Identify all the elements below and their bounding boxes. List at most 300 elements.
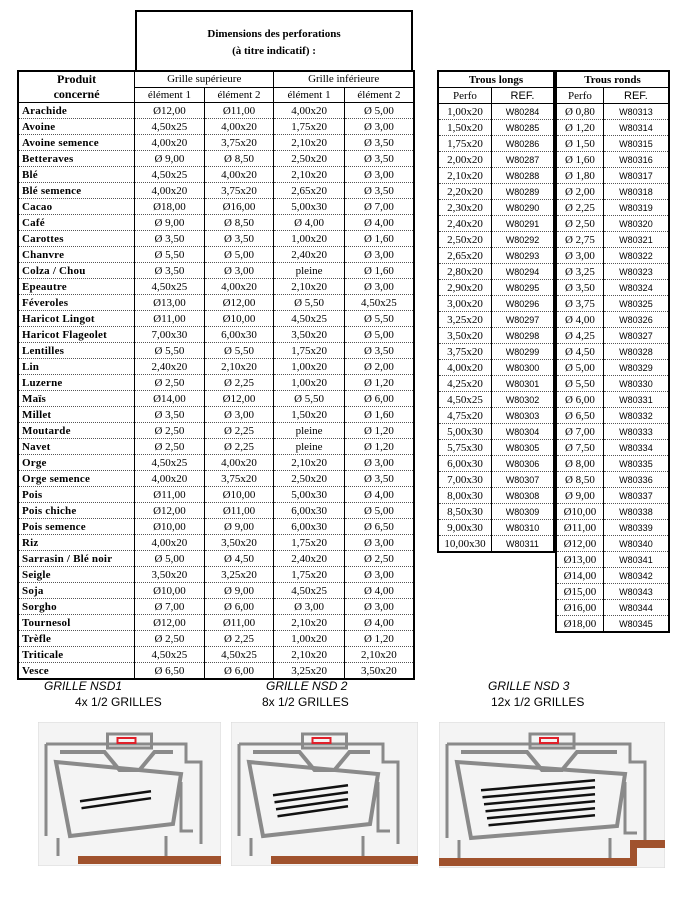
product-cell: Ø 4,00: [344, 615, 414, 631]
product-cell: 3,25x20: [204, 567, 274, 583]
long-hole-cell: W80306: [491, 456, 554, 472]
round-hole-row: [556, 536, 669, 552]
product-cell: Ø 6,00: [344, 391, 414, 407]
product-row: [18, 167, 414, 183]
round-hole-row: [556, 376, 669, 392]
round-hole-row: [556, 200, 669, 216]
product-cell: 6,00x30: [274, 503, 345, 519]
long-hole-row: [438, 264, 554, 280]
round-hole-cell: Ø 7,50: [556, 440, 603, 456]
long-hole-cell: W80308: [491, 488, 554, 504]
long-hole-row: [438, 104, 554, 120]
product-cell: Seigle: [18, 567, 135, 583]
product-cell: 2,50x20: [274, 471, 345, 487]
round-hole-cell: Ø 2,50: [556, 216, 603, 232]
round-hole-row: [556, 456, 669, 472]
product-cell: Ø 2,50: [344, 551, 414, 567]
round-hole-row: [556, 568, 669, 584]
floor: [78, 856, 221, 864]
long-holes-table-body: [438, 104, 554, 553]
round-hole-row: [556, 408, 669, 424]
product-cell: Ø11,00: [135, 311, 205, 327]
grille-nsd1-title: GRILLE NSD1: [44, 679, 123, 693]
product-cell: Ø 3,00: [344, 567, 414, 583]
product-cell: 3,75x20: [204, 471, 274, 487]
round-holes-table: [555, 70, 670, 633]
product-cell: 2,10x20: [204, 359, 274, 375]
product-cell: Cacao: [18, 199, 135, 215]
product-row: [18, 183, 414, 199]
product-cell: 4,00x20: [135, 135, 205, 151]
long-hole-cell: 2,90x20: [438, 280, 491, 296]
long-hole-cell: W80300: [491, 360, 554, 376]
product-cell: Soja: [18, 583, 135, 599]
product-cell: Ø 3,00: [344, 599, 414, 615]
product-row: [18, 567, 414, 583]
round-hole-row: [556, 136, 669, 152]
product-row: [18, 375, 414, 391]
product-cell: 2,10x20: [274, 647, 345, 663]
product-cell: Ø 5,50: [344, 311, 414, 327]
product-cell: 1,75x20: [274, 535, 345, 551]
round-hole-cell: W80329: [603, 360, 669, 376]
long-hole-cell: 3,00x20: [438, 296, 491, 312]
product-cell: 1,00x20: [274, 359, 345, 375]
product-cell: Orge semence: [18, 471, 135, 487]
round-hole-cell: W80344: [603, 600, 669, 616]
product-cell: Ø 5,00: [344, 327, 414, 343]
product-cell: Ø 8,50: [204, 151, 274, 167]
long-hole-cell: 2,00x20: [438, 152, 491, 168]
product-cell: Ø 6,00: [204, 599, 274, 615]
round-hole-cell: W80321: [603, 232, 669, 248]
product-cell: Ø 1,20: [344, 631, 414, 647]
product-cell: Betteraves: [18, 151, 135, 167]
product-cell: Ø 1,60: [344, 407, 414, 423]
product-cell: 4,00x20: [274, 103, 345, 119]
long-holes-header: Trous longs: [438, 71, 554, 88]
product-cell: 4,50x25: [135, 455, 205, 471]
grille-nsd2-title: GRILLE NSD 2: [266, 679, 348, 693]
round-sub-header-perfo: Perfo: [556, 88, 603, 104]
product-cell: 2,40x20: [274, 551, 345, 567]
long-hole-cell: 2,65x20: [438, 248, 491, 264]
product-cell: Ø 6,00: [204, 663, 274, 680]
round-hole-cell: W80336: [603, 472, 669, 488]
round-hole-cell: Ø18,00: [556, 616, 603, 633]
long-hole-row: [438, 360, 554, 376]
long-hole-row: [438, 280, 554, 296]
product-row: [18, 231, 414, 247]
round-hole-row: [556, 168, 669, 184]
product-cell: 5,00x30: [274, 487, 345, 503]
round-hole-row: [556, 424, 669, 440]
round-hole-cell: Ø 1,60: [556, 152, 603, 168]
round-hole-cell: W80334: [603, 440, 669, 456]
long-hole-row: [438, 456, 554, 472]
round-hole-row: [556, 472, 669, 488]
round-hole-row: [556, 552, 669, 568]
long-hole-row: [438, 232, 554, 248]
product-cell: Ø 2,25: [204, 631, 274, 647]
long-hole-row: [438, 424, 554, 440]
round-hole-row: [556, 360, 669, 376]
product-cell: 1,75x20: [274, 343, 345, 359]
product-cell: Ø 3,00: [274, 599, 345, 615]
product-cell: Ø 3,00: [344, 167, 414, 183]
long-hole-cell: 4,50x25: [438, 392, 491, 408]
product-row: [18, 471, 414, 487]
product-cell: 4,00x20: [135, 183, 205, 199]
round-hole-row: [556, 312, 669, 328]
long-hole-cell: W80305: [491, 440, 554, 456]
product-cell: 2,65x20: [274, 183, 345, 199]
product-cell: Lin: [18, 359, 135, 375]
product-cell: Ø 3,00: [344, 279, 414, 295]
long-hole-row: [438, 168, 554, 184]
product-cell: Ø11,00: [204, 103, 274, 119]
round-hole-row: [556, 488, 669, 504]
product-cell: 5,00x30: [274, 199, 345, 215]
product-cell: 1,00x20: [274, 375, 345, 391]
product-cell: 2,10x20: [274, 615, 345, 631]
product-cell: 2,50x20: [274, 151, 345, 167]
product-cell: 2,10x20: [274, 167, 345, 183]
product-cell: 1,00x20: [274, 631, 345, 647]
product-cell: Ø 4,00: [344, 583, 414, 599]
product-cell: Ø 4,00: [274, 215, 345, 231]
product-cell: Ø 2,50: [135, 631, 205, 647]
product-cell: Ø12,00: [135, 615, 205, 631]
sub-header: élément 2: [204, 87, 274, 103]
round-hole-row: [556, 216, 669, 232]
long-hole-cell: 2,40x20: [438, 216, 491, 232]
round-hole-cell: W80325: [603, 296, 669, 312]
round-hole-row: [556, 440, 669, 456]
long-hole-cell: 5,00x30: [438, 424, 491, 440]
product-cell: Ø 5,50: [135, 247, 205, 263]
long-hole-cell: 6,00x30: [438, 456, 491, 472]
product-cell: 4,50x25: [344, 295, 414, 311]
round-hole-cell: W80318: [603, 184, 669, 200]
product-cell: Ø14,00: [135, 391, 205, 407]
product-cell: 6,00x30: [204, 327, 274, 343]
long-hole-row: [438, 536, 554, 553]
perforation-table-body: [18, 103, 414, 680]
round-hole-cell: Ø 4,00: [556, 312, 603, 328]
product-cell: Ø 4,00: [344, 215, 414, 231]
product-row: [18, 535, 414, 551]
round-hole-row: [556, 232, 669, 248]
product-row: [18, 119, 414, 135]
product-cell: Ø 5,50: [274, 295, 345, 311]
product-cell: Ø 2,25: [204, 375, 274, 391]
round-holes-table-body: [556, 104, 669, 633]
product-cell: Arachide: [18, 103, 135, 119]
product-cell: 4,00x20: [204, 167, 274, 183]
product-cell: Ø 1,20: [344, 375, 414, 391]
round-hole-cell: Ø13,00: [556, 552, 603, 568]
long-hole-row: [438, 248, 554, 264]
product-cell: Ø12,00: [204, 391, 274, 407]
product-cell: Ø 3,50: [344, 343, 414, 359]
long-hole-cell: W80293: [491, 248, 554, 264]
long-hole-cell: W80295: [491, 280, 554, 296]
product-row: [18, 551, 414, 567]
long-hole-cell: W80287: [491, 152, 554, 168]
product-cell: Pois chiche: [18, 503, 135, 519]
long-hole-cell: 2,10x20: [438, 168, 491, 184]
perforation-table: [17, 70, 415, 680]
product-cell: Luzerne: [18, 375, 135, 391]
long-hole-cell: W80301: [491, 376, 554, 392]
long-hole-row: [438, 120, 554, 136]
product-row: [18, 247, 414, 263]
round-hole-cell: W80328: [603, 344, 669, 360]
round-hole-row: [556, 248, 669, 264]
product-cell: 4,00x20: [204, 279, 274, 295]
product-cell: Ø 9,00: [135, 151, 205, 167]
product-cell: 2,10x20: [274, 135, 345, 151]
product-cell: Blé: [18, 167, 135, 183]
grille-nsd3-subtitle: 12x 1/2 GRILLES: [491, 695, 585, 709]
floor: [271, 856, 418, 864]
round-hole-row: [556, 504, 669, 520]
product-cell: Colza / Chou: [18, 263, 135, 279]
product-cell: 4,50x25: [135, 279, 205, 295]
round-hole-cell: W80315: [603, 136, 669, 152]
grille-nsd2-subtitle: 8x 1/2 GRILLES: [262, 695, 349, 709]
round-hole-cell: W80338: [603, 504, 669, 520]
product-cell: 4,50x25: [274, 583, 345, 599]
product-cell: 2,40x20: [135, 359, 205, 375]
product-cell: Ø 3,50: [135, 231, 205, 247]
round-hole-cell: Ø15,00: [556, 584, 603, 600]
product-cell: Ø 2,50: [135, 439, 205, 455]
long-hole-row: [438, 216, 554, 232]
round-hole-row: [556, 120, 669, 136]
long-hole-cell: W80302: [491, 392, 554, 408]
long-hole-cell: W80303: [491, 408, 554, 424]
product-header-line-1: Produit: [57, 72, 97, 86]
product-cell: Avoine semence: [18, 135, 135, 151]
product-cell: Ø 2,25: [204, 423, 274, 439]
long-hole-cell: 8,50x30: [438, 504, 491, 520]
product-row: [18, 631, 414, 647]
long-hole-row: [438, 440, 554, 456]
round-hole-row: [556, 584, 669, 600]
long-hole-cell: W80286: [491, 136, 554, 152]
round-hole-row: [556, 280, 669, 296]
product-row: [18, 295, 414, 311]
round-hole-cell: W80341: [603, 552, 669, 568]
long-hole-cell: W80290: [491, 200, 554, 216]
product-cell: Ø12,00: [204, 295, 274, 311]
product-cell: Ø16,00: [204, 199, 274, 215]
long-hole-cell: W80307: [491, 472, 554, 488]
long-hole-cell: 8,00x30: [438, 488, 491, 504]
product-cell: Ø 2,00: [344, 359, 414, 375]
product-cell: 3,75x20: [204, 135, 274, 151]
long-hole-cell: W80285: [491, 120, 554, 136]
round-hole-cell: Ø10,00: [556, 504, 603, 520]
long-hole-row: [438, 408, 554, 424]
round-hole-cell: Ø 1,20: [556, 120, 603, 136]
long-hole-cell: 5,75x30: [438, 440, 491, 456]
product-cell: 4,50x25: [135, 647, 205, 663]
product-cell: Ø 1,60: [344, 263, 414, 279]
grille-nsd1-subtitle: 4x 1/2 GRILLES: [75, 695, 162, 709]
product-row: [18, 455, 414, 471]
long-hole-cell: 1,75x20: [438, 136, 491, 152]
product-cell: Ø 1,60: [344, 231, 414, 247]
long-hole-row: [438, 472, 554, 488]
round-hole-cell: Ø 1,80: [556, 168, 603, 184]
round-hole-cell: W80343: [603, 584, 669, 600]
product-cell: pleine: [274, 263, 345, 279]
round-hole-cell: Ø 3,25: [556, 264, 603, 280]
product-cell: Ø 4,00: [344, 487, 414, 503]
long-hole-cell: W80310: [491, 520, 554, 536]
grille-nsd1-diagram: [38, 722, 221, 866]
product-cell: Ø 3,50: [204, 231, 274, 247]
product-cell: Haricot Lingot: [18, 311, 135, 327]
product-cell: 3,50x20: [344, 663, 414, 680]
long-holes-table: [437, 70, 555, 553]
long-hole-cell: 2,50x20: [438, 232, 491, 248]
product-cell: 4,00x20: [135, 535, 205, 551]
product-cell: 2,40x20: [274, 247, 345, 263]
long-hole-row: [438, 488, 554, 504]
round-hole-row: [556, 184, 669, 200]
product-cell: 7,00x30: [135, 327, 205, 343]
round-hole-cell: W80339: [603, 520, 669, 536]
round-hole-cell: W80337: [603, 488, 669, 504]
round-hole-row: [556, 600, 669, 616]
product-row: [18, 519, 414, 535]
round-hole-row: [556, 392, 669, 408]
round-hole-row: [556, 104, 669, 120]
round-hole-cell: Ø 2,00: [556, 184, 603, 200]
product-row: [18, 151, 414, 167]
title-line-2: (à titre indicatif) :: [232, 45, 316, 57]
long-hole-cell: 9,00x30: [438, 520, 491, 536]
product-cell: pleine: [274, 439, 345, 455]
long-hole-row: [438, 312, 554, 328]
product-row: [18, 583, 414, 599]
product-cell: Ø 5,50: [274, 391, 345, 407]
grille-nsd2-diagram: [231, 722, 418, 866]
product-cell: Ø 9,00: [204, 583, 274, 599]
product-cell: Ø 2,50: [135, 423, 205, 439]
product-cell: Vesce: [18, 663, 135, 680]
long-hole-cell: 3,75x20: [438, 344, 491, 360]
product-cell: Ø 3,00: [344, 247, 414, 263]
long-hole-cell: 7,00x30: [438, 472, 491, 488]
round-hole-cell: Ø 8,00: [556, 456, 603, 472]
product-cell: Ø 6,50: [135, 663, 205, 680]
product-row: [18, 135, 414, 151]
grille-nsd3-diagram: [439, 722, 665, 868]
round-hole-cell: W80335: [603, 456, 669, 472]
group-header-upper: Grille supérieure: [135, 71, 274, 87]
long-hole-cell: 4,25x20: [438, 376, 491, 392]
product-row: [18, 263, 414, 279]
round-hole-cell: Ø 6,00: [556, 392, 603, 408]
product-cell: Ø 3,50: [135, 407, 205, 423]
round-hole-cell: Ø 5,00: [556, 360, 603, 376]
product-cell: Ø 4,50: [204, 551, 274, 567]
product-cell: pleine: [274, 423, 345, 439]
round-hole-cell: Ø 3,75: [556, 296, 603, 312]
product-cell: Sarrasin / Blé noir: [18, 551, 135, 567]
long-hole-row: [438, 376, 554, 392]
product-cell: Ø 3,50: [135, 263, 205, 279]
product-cell: Ø 8,50: [204, 215, 274, 231]
round-hole-cell: Ø 1,50: [556, 136, 603, 152]
product-cell: 1,00x20: [274, 231, 345, 247]
round-hole-cell: W80323: [603, 264, 669, 280]
round-hole-row: [556, 616, 669, 633]
long-hole-cell: 10,00x30: [438, 536, 491, 553]
product-cell: Ø18,00: [135, 199, 205, 215]
round-hole-cell: W80319: [603, 200, 669, 216]
product-cell: Ø 3,00: [204, 407, 274, 423]
product-cell: Avoine: [18, 119, 135, 135]
product-cell: Pois semence: [18, 519, 135, 535]
round-hole-cell: W80313: [603, 104, 669, 120]
round-hole-cell: Ø 4,50: [556, 344, 603, 360]
product-row: [18, 199, 414, 215]
long-hole-row: [438, 200, 554, 216]
long-sub-header-perfo: Perfo: [438, 88, 491, 104]
product-cell: Ø10,00: [204, 311, 274, 327]
round-hole-cell: Ø 4,25: [556, 328, 603, 344]
product-cell: 3,25x20: [274, 663, 345, 680]
product-row: [18, 423, 414, 439]
product-cell: Ø 5,00: [344, 103, 414, 119]
round-hole-cell: Ø 7,00: [556, 424, 603, 440]
long-hole-cell: 1,50x20: [438, 120, 491, 136]
product-cell: 1,50x20: [274, 407, 345, 423]
product-row: [18, 503, 414, 519]
product-cell: Ø 2,50: [135, 375, 205, 391]
product-row: [18, 439, 414, 455]
sub-header: élément 1: [274, 87, 345, 103]
product-cell: Ø 6,50: [344, 519, 414, 535]
product-cell: Millet: [18, 407, 135, 423]
product-row: [18, 279, 414, 295]
round-hole-cell: Ø16,00: [556, 600, 603, 616]
product-cell: Haricot Flageolet: [18, 327, 135, 343]
round-hole-cell: W80320: [603, 216, 669, 232]
round-hole-cell: Ø11,00: [556, 520, 603, 536]
round-hole-cell: W80316: [603, 152, 669, 168]
round-hole-cell: Ø12,00: [556, 536, 603, 552]
long-hole-row: [438, 344, 554, 360]
round-hole-cell: W80332: [603, 408, 669, 424]
product-cell: Féveroles: [18, 295, 135, 311]
product-header: [18, 71, 135, 103]
product-cell: 4,50x25: [204, 647, 274, 663]
product-cell: Ø11,00: [204, 615, 274, 631]
product-cell: Carottes: [18, 231, 135, 247]
round-hole-cell: W80333: [603, 424, 669, 440]
product-cell: 2,10x20: [274, 279, 345, 295]
round-hole-row: [556, 328, 669, 344]
long-hole-row: [438, 136, 554, 152]
long-hole-cell: 4,75x20: [438, 408, 491, 424]
